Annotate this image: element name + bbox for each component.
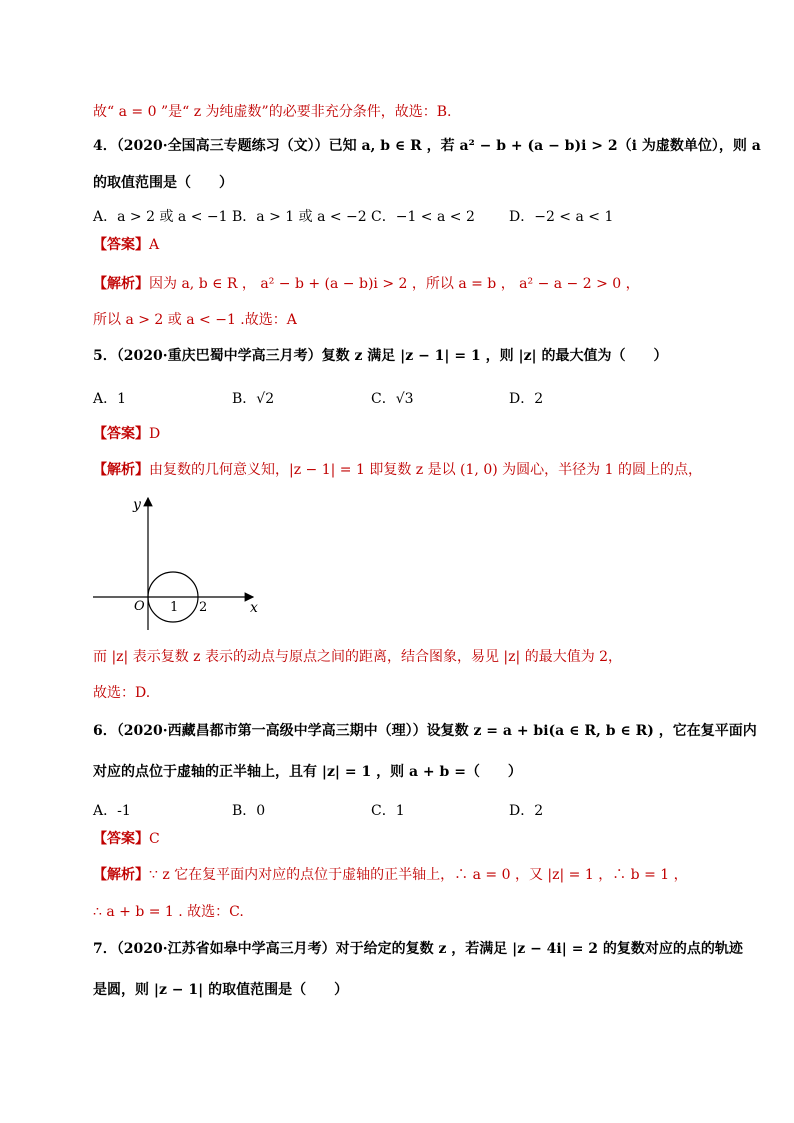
q7-stem-line1: 7．（2020·江苏省如皋中学高三月考）对于给定的复数 z ，若满足 |z − 4i| = 2 的复数对应的点的轨迹 xyxy=(93,941,743,957)
q4-option-c: C．−1 < a < 2 xyxy=(371,209,475,225)
q4-option-d: D．−2 < a < 1 xyxy=(509,209,614,225)
answer-value: C xyxy=(149,831,160,847)
q5-analysis-line1 xyxy=(93,461,702,479)
analysis-tag: 【解析】 xyxy=(93,462,149,478)
q4-stem-line2: 的取值范围是（ ） xyxy=(93,175,233,191)
analysis-text: ∵ z 它在复平面内对应的点位于虚轴的正半轴上，∴ a = 0 ，又 |z| = 1 ，∴ b = 1 ， xyxy=(149,867,688,883)
analysis-text: 由复数的几何意义知，|z − 1| = 1 即复数 z 是以 (1, 0) 为圆心，半径为 1 的圆上的点， xyxy=(149,462,702,478)
q5-option-d: D．2 xyxy=(509,391,544,407)
origin-label: O xyxy=(134,599,145,614)
q4-analysis-line2: 所以 a > 2 或 a < −1 .故选：A xyxy=(93,312,297,328)
q6-answer xyxy=(93,830,160,848)
q5-answer xyxy=(93,425,160,443)
q6-option-c: C．1 xyxy=(371,803,405,819)
q6-analysis-line2: ∴ a + b = 1 . 故选：C. xyxy=(93,904,244,920)
q6-stem-line2: 对应的点位于虚轴的正半轴上，且有 |z| = 1 ，则 a + b =（ ） xyxy=(93,764,522,780)
q4-answer xyxy=(93,236,159,254)
answer-value: D xyxy=(149,426,161,442)
q5-figure xyxy=(88,490,263,635)
q5-analysis-line3: 故选：D. xyxy=(93,685,151,701)
q5-option-c: C．√3 xyxy=(371,391,414,407)
q6-option-d: D．2 xyxy=(509,803,544,819)
q7-stem-line2: 是圆，则 |z − 1| 的取值范围是（ ） xyxy=(93,982,349,998)
answer-tag: 【答案】 xyxy=(93,237,149,253)
q5-option-b: B．√2 xyxy=(232,391,275,407)
q6-option-b: B．0 xyxy=(232,803,266,819)
answer-tag: 【答案】 xyxy=(93,426,149,442)
q6-stem-line1: 6．（2020·西藏昌都市第一高级中学高三期中（理））设复数 z = a + bi(a ∈ R, b ∈ R) ，它在复平面内 xyxy=(93,723,757,739)
analysis-text: 因为 a, b ∈ R ， a² − b + (a − b)i > 2 ，所以 a = b ， a² − a − 2 > 0 ， xyxy=(149,276,640,292)
q4-stem-line1: 4．（2020·全国高三专题练习（文））已知 a, b ∈ R ，若 a² − b + (a − b)i > 2（i 为虚数单位），则 a xyxy=(93,138,761,154)
x-label: x xyxy=(250,600,258,616)
q3-conclusion: 故“ a = 0 ”是“ z 为纯虚数”的必要非充分条件，故选：B. xyxy=(93,104,452,120)
q5-stem: 5．（2020·重庆巴蜀中学高三月考）复数 z 满足 |z − 1| = 1 ，则 |z| 的最大值为（ ） xyxy=(93,348,668,364)
q6-analysis-line1 xyxy=(93,866,688,884)
q4-analysis-line1 xyxy=(93,275,640,293)
analysis-tag: 【解析】 xyxy=(93,867,149,883)
answer-value: A xyxy=(149,237,160,253)
tick-label-2: 2 xyxy=(199,600,208,615)
q4-option-b: B．a > 1 或 a < −2 xyxy=(232,209,367,225)
analysis-tag: 【解析】 xyxy=(93,276,149,292)
tick-label-1: 1 xyxy=(170,600,179,615)
q4-option-a: A．a > 2 或 a < −1 xyxy=(93,209,228,225)
q6-option-a: A．-1 xyxy=(93,803,131,819)
y-label: y xyxy=(133,497,141,513)
q5-analysis-line2: 而 |z| 表示复数 z 表示的动点与原点之间的距离，结合图象，易见 |z| 的最大值为 2， xyxy=(93,649,623,665)
answer-tag: 【答案】 xyxy=(93,831,149,847)
coordinate-plot xyxy=(88,490,263,635)
q5-option-a: A．1 xyxy=(93,391,127,407)
